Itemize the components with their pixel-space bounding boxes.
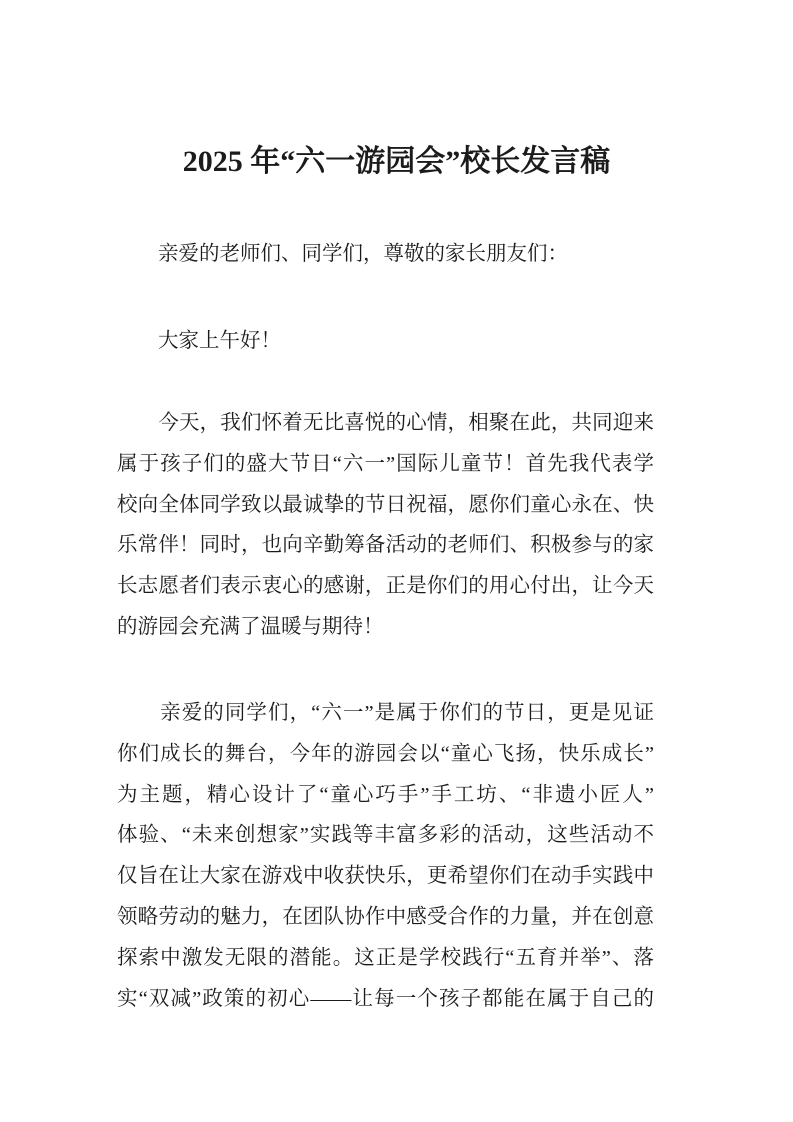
text-line: 探索中激发无限的潜能。这正是学校践行“五育并举”、落 [117,946,654,969]
text-line: 亲爱的老师们、同学们，尊敬的家长朋友们： [117,243,568,265]
text-line: 体验、“未来创想家”实践等丰富多彩的活动，这些活动不 [117,824,654,847]
text-line: 今天，我们怀着无比喜悦的心情，相聚在此，共同迎来 [117,412,654,434]
text-line: 长志愿者们表示衷心的感谢，正是你们的用心付出，让今天 [117,575,654,598]
text-line: 仅旨在让大家在游戏中收获快乐，更希望你们在动手实践中 [117,865,654,888]
paragraph-activities-theme [117,693,654,1019]
text-line: 校向全体同学致以最诚挚的节日祝福，愿你们童心永在、快 [117,493,654,516]
paragraph-greeting [117,321,654,362]
paragraph-salutation [117,234,654,275]
text-line: 大家上午好！ [117,330,281,352]
text-line: 为主题，精心设计了“童心巧手”手工坊、“非遗小匠人” [117,783,654,806]
text-line: 属于孩子们的盛大节日“六一”国际儿童节！首先我代表学 [117,452,654,475]
text-line: 你们成长的舞台，今年的游园会以“童心飞扬，快乐成长” [117,742,654,765]
document-title: 2025 年“六一游园会”校长发言稿 [182,145,611,179]
text-line: 领略劳动的魅力，在团队协作中感受合作的力量，并在创意 [117,905,654,928]
text-line: 的游园会充满了温暖与期待！ [117,615,384,638]
text-line: 实“双减”政策的初心——让每一个孩子都能在属于自己的 [117,987,654,1010]
text-line: 乐常伴！同时，也向辛勤筹备活动的老师们、积极参与的家 [117,534,654,557]
paragraph-opening-thanks [117,403,654,648]
text-line: 亲爱的同学们，“六一”是属于你们的节日，更是见证 [117,702,654,724]
